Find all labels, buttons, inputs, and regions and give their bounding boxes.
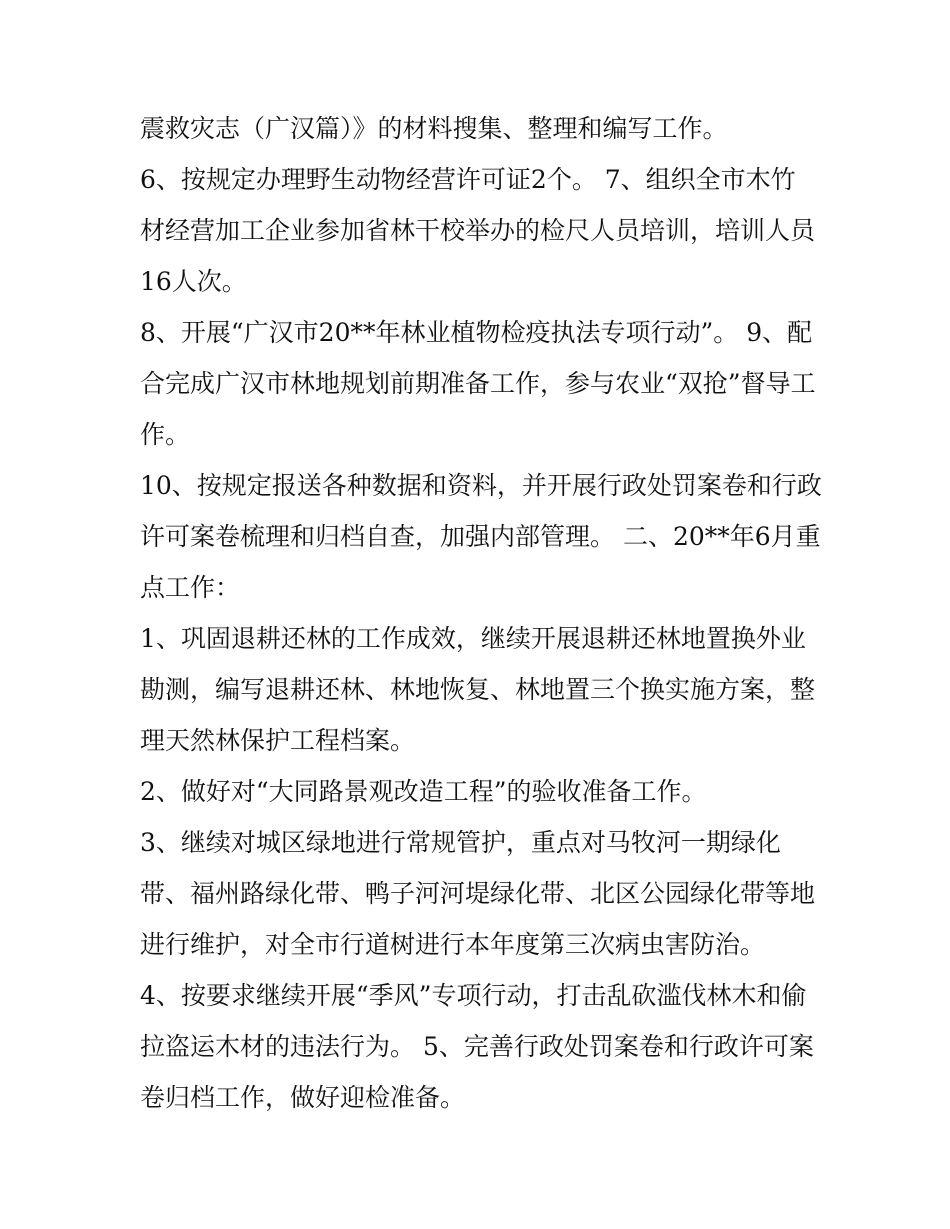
text-line: 10、按规定报送各种数据和资料，并开展行政处罚案卷和行政 [140,471,822,500]
text-line: 勘测，编写退耕还林、林地恢复、林地置三个换实施方案，整 [140,675,816,704]
text-line: 拉盗运木材的违法行为。 5、完善行政处罚案卷和行政许可案 [140,1032,814,1061]
text-line: 1、巩固退耕还林的工作成效，继续开展退耕还林地置换外业 [140,624,806,653]
text-line: 8、开展“广汉市20**年林业植物检疫执法专项行动”。 9、配 [140,318,813,347]
text-line: 进行维护，对全市行道树进行本年度第三次病虫害防治。 [140,930,766,959]
text-line: 震救灾志（广汉篇）》的材料搜集、整理和编写工作。 [140,114,728,143]
text-line: 理天然林保护工程档案。 [140,726,416,755]
text-line: 4、按要求继续开展“季风”专项行动，打击乱砍滥伐林木和偷 [140,981,807,1010]
text-line: 6、按规定办理野生动物经营许可证2个。 7、组织全市木竹 [140,165,796,194]
text-line: 2、做好对“大同路景观改造工程”的验收准备工作。 [140,777,707,806]
text-line: 材经营加工企业参加省林干校举办的检尺人员培训，培训人员 [140,216,816,245]
text-line: 卷归档工作，做好迎检准备。 [140,1083,466,1112]
text-line: 作。 [140,420,191,449]
text-line: 合完成广汉市林地规划前期准备工作，参与农业“双抢”督导工 [140,369,816,398]
text-line: 点工作： [140,573,241,602]
text-line: 3、继续对城区绿地进行常规管护，重点对马牧河一期绿化 [140,828,781,857]
text-line: 许可案卷梳理和归档自查，加强内部管理。 二、20**年6月重 [140,522,821,551]
text-line: 带、福州路绿化带、鸭子河河堤绿化带、北区公园绿化带等地 [140,879,816,908]
text-line: 16人次。 [140,267,247,296]
